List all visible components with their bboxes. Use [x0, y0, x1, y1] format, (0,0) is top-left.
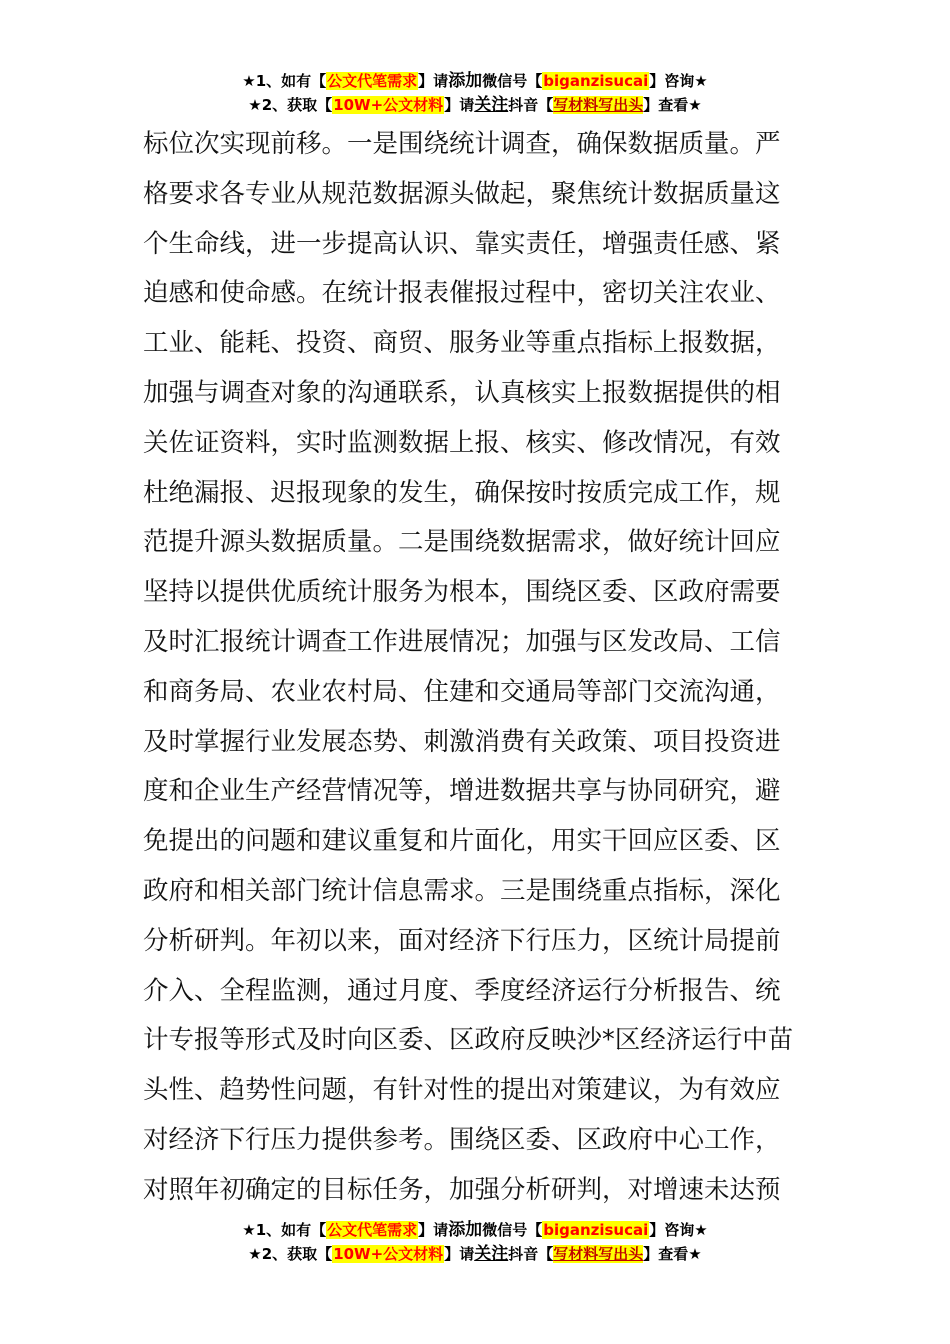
promo-banner-bottom: [0, 1218, 950, 1266]
promo-douyin-id: 写材料写出头: [553, 1245, 644, 1263]
body-line: 加强与调查对象的沟通联系，认真核实上报数据提供的相: [143, 377, 781, 408]
promo-text: 】请: [444, 1245, 475, 1263]
body-line: 杜绝漏报、迟报现象的发生，确保按时按质完成工作，规: [143, 477, 781, 508]
promo-text: 】咨询★: [649, 1221, 708, 1239]
promo-line-2: [0, 1242, 950, 1266]
promo-wechat-id: biganzisucai: [543, 1221, 649, 1239]
promo-line-2: [0, 93, 950, 117]
promo-text: ★1、如有【: [242, 1221, 327, 1239]
promo-text: 】请: [444, 96, 475, 114]
promo-text: 微信号【: [482, 1221, 543, 1239]
body-line: 及时汇报统计调查工作进展情况；加强与区发改局、工信: [143, 626, 781, 657]
body-line: 头性、趋势性问题，有针对性的提出对策建议，为有效应: [143, 1075, 781, 1106]
promo-banner-top: [0, 69, 950, 117]
promo-highlight: 公文代笔需求: [327, 1221, 418, 1239]
promo-text: ★1、如有【: [242, 72, 327, 90]
body-line: 范提升源头数据质量。二是围绕数据需求，做好统计回应: [143, 527, 781, 558]
promo-emphasis: 添加: [448, 71, 483, 91]
promo-text: 】查看★: [643, 1245, 702, 1263]
body-line: 格要求各专业从规范数据源头做起，聚焦统计数据质量这: [143, 178, 781, 209]
body-line: 度和企业生产经营情况等，增进数据共享与协同研究，避: [143, 776, 781, 807]
promo-text: ★2、获取【: [248, 1245, 333, 1263]
body-line: 和商务局、农业农村局、住建和交通局等部门交流沟通，: [143, 676, 781, 707]
body-line: 个生命线，进一步提高认识、靠实责任，增强责任感、紧: [143, 228, 781, 259]
promo-line-1: [0, 69, 950, 93]
body-line: 介入、全程监测，通过月度、季度经济运行分析报告、统: [143, 975, 781, 1006]
body-line: 对照年初确定的目标任务，加强分析研判，对增速未达预: [143, 1174, 781, 1205]
body-line: 免提出的问题和建议重复和片面化，用实干回应区委、区: [143, 826, 781, 857]
promo-wechat-id: biganzisucai: [543, 72, 649, 90]
document-body: [143, 120, 811, 1216]
body-line: 迫感和使命感。在统计报表催报过程中，密切关注农业、: [143, 278, 781, 309]
promo-text: 】咨询★: [649, 72, 708, 90]
body-line: 计专报等形式及时向区委、区政府反映沙*区经济运行中苗: [143, 1025, 794, 1056]
promo-highlight: 10W+公文材料: [333, 96, 444, 114]
promo-emphasis: 添加: [448, 1220, 483, 1240]
body-line: 及时掌握行业发展态势、刺激消费有关政策、项目投资进: [143, 726, 781, 757]
body-line: 政府和相关部门统计信息需求。三是围绕重点指标，深化: [143, 875, 781, 906]
body-line: 坚持以提供优质统计服务为根本，围绕区委、区政府需要: [143, 577, 781, 608]
promo-text: 】查看★: [643, 96, 702, 114]
promo-text: 微信号【: [482, 72, 543, 90]
body-line: 工业、能耗、投资、商贸、服务业等重点指标上报数据，: [143, 328, 781, 359]
body-line: 标位次实现前移。一是围绕统计调查，确保数据质量。严: [143, 129, 781, 159]
promo-text: 】请: [418, 1221, 449, 1239]
promo-emphasis: 关注: [474, 95, 509, 115]
promo-text: 抖音【: [508, 1245, 554, 1263]
promo-highlight: 公文代笔需求: [327, 72, 418, 90]
promo-highlight: 10W+公文材料: [333, 1245, 444, 1263]
promo-line-1: [0, 1218, 950, 1242]
body-line: 对经济下行压力提供参考。围绕区委、区政府中心工作，: [143, 1124, 781, 1155]
promo-emphasis: 关注: [474, 1244, 509, 1264]
body-line: 分析研判。年初以来，面对经济下行压力，区统计局提前: [143, 925, 781, 956]
promo-text: 抖音【: [508, 96, 554, 114]
promo-douyin-id: 写材料写出头: [553, 96, 644, 114]
promo-text: ★2、获取【: [248, 96, 333, 114]
promo-text: 】请: [418, 72, 449, 90]
body-line: 关佐证资料，实时监测数据上报、核实、修改情况，有效: [143, 427, 781, 458]
